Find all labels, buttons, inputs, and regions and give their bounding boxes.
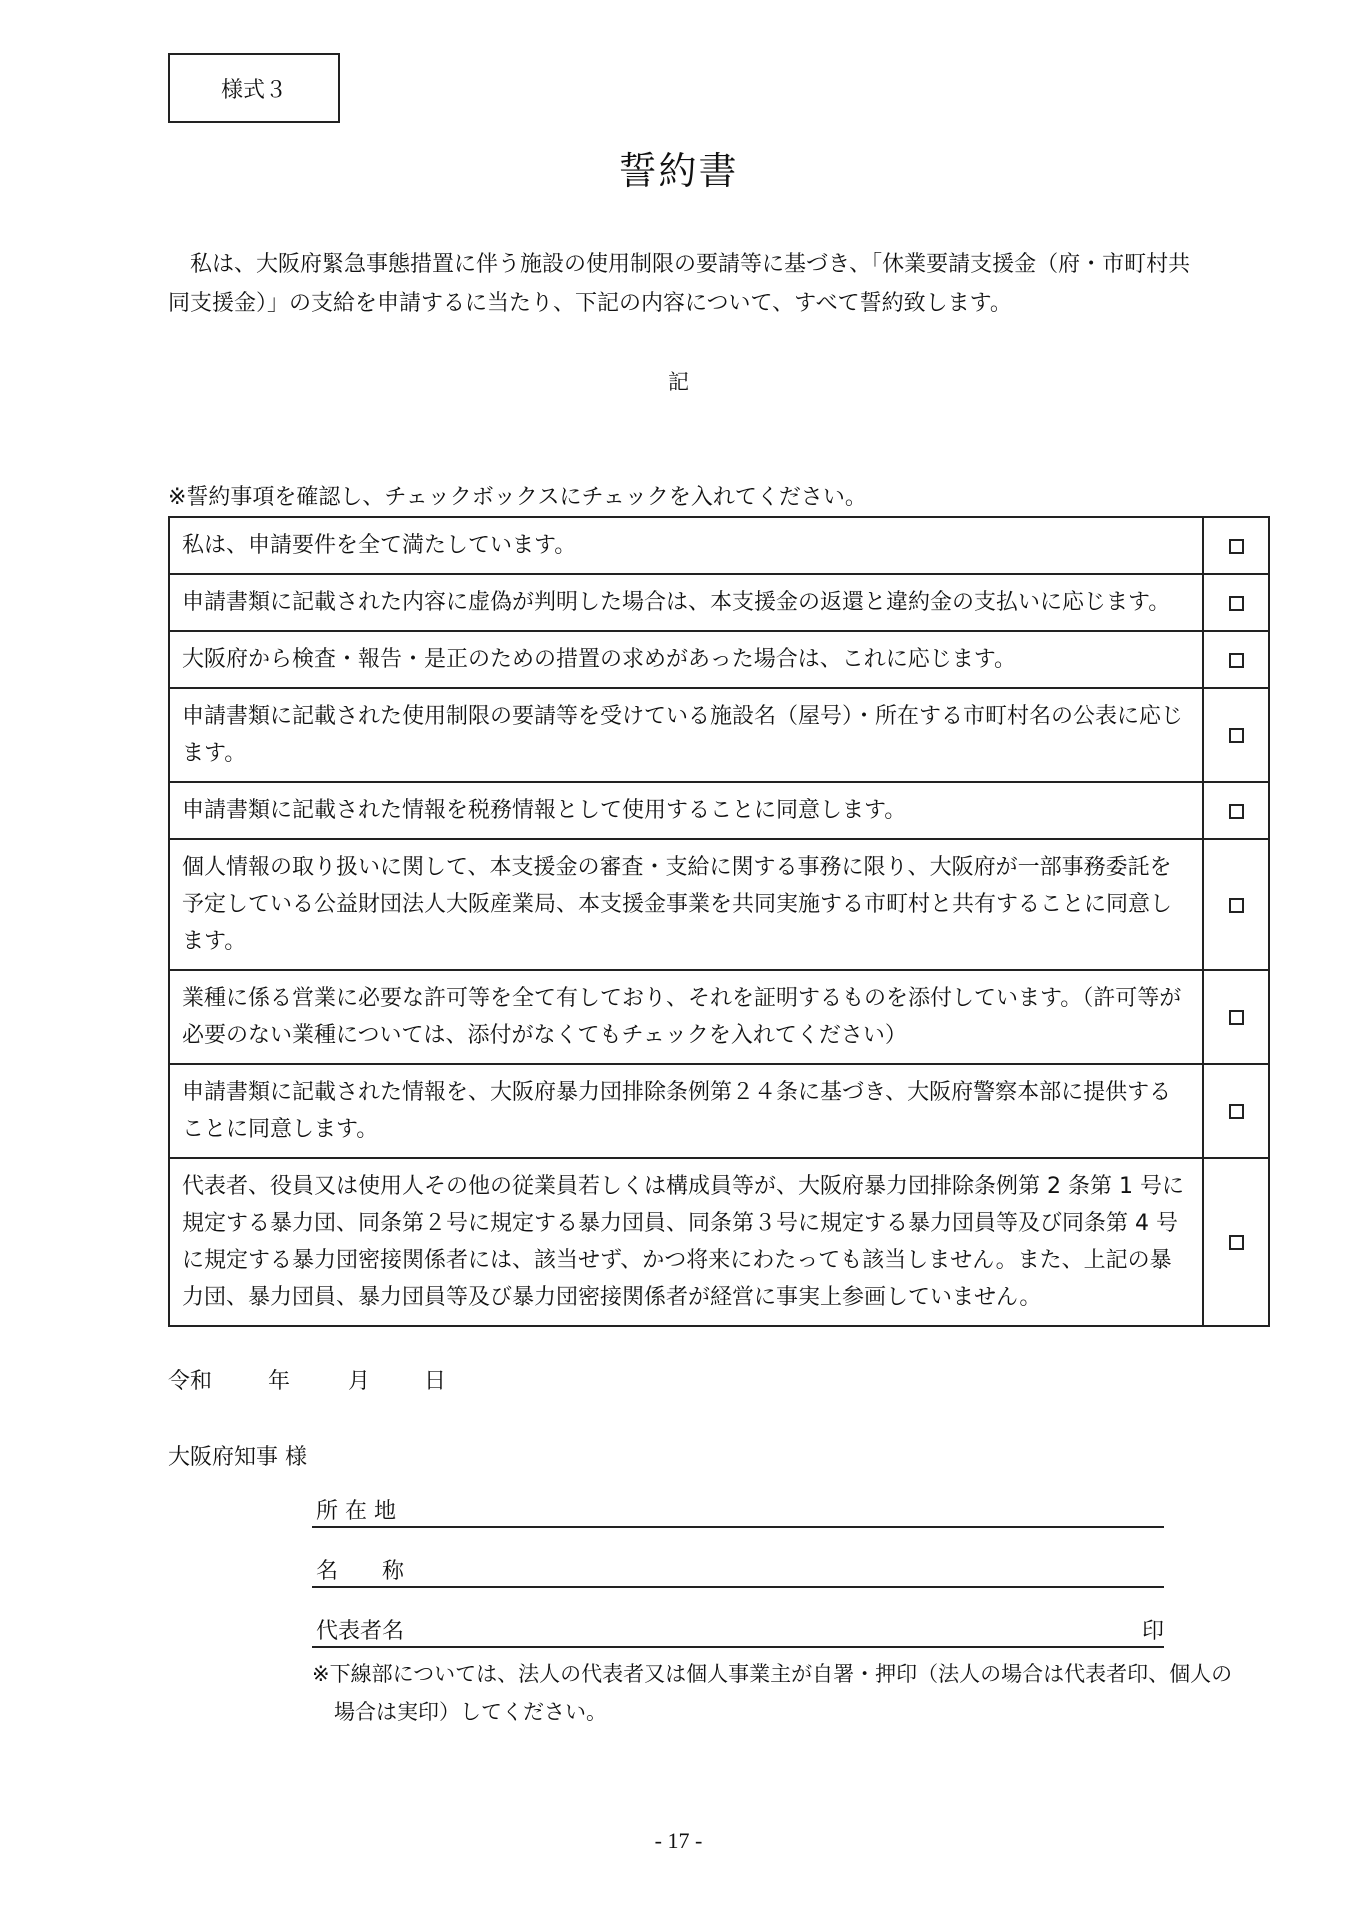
address-label: 所 在 地 (316, 1499, 396, 1524)
checkbox-instruction: ※誓約事項を確認し、チェックボックスにチェックを入れてください。 (168, 485, 867, 510)
signature-footnote: ※下線部については、法人の代表者又は個人事業主が自署・押印（法人の場合は代表者印、個人の場合は実印）してください。 (312, 1662, 1233, 1724)
pledge-checkbox-cell (1203, 1064, 1269, 1158)
pledge-checkbox-cell (1203, 574, 1269, 631)
pledge-row (169, 839, 1269, 970)
pledge-text: 申請書類に記載された情報を、大阪府暴力団排除条例第２４条に基づき、大阪府警察本部に提供することに同意します。 (169, 1064, 1203, 1158)
seal-mark: 印 (1141, 1619, 1164, 1644)
pledge-checkbox[interactable] (1229, 653, 1244, 668)
date-month: 月 (348, 1369, 371, 1394)
pledge-checkbox[interactable] (1229, 898, 1244, 913)
address-line (312, 1494, 1164, 1528)
page-number: - 17 - (654, 1828, 703, 1853)
pledge-text: 私は、申請要件を全て満たしています。 (169, 517, 1203, 574)
pledge-text: 代表者、役員又は使用人その他の従業員若しくは構成員等が、大阪府暴力団排除条例第 2 条第 1 号に規定する暴力団、同条第２号に規定する暴力団員、同条第３号に規定する暴力団員等及び同条第 4 号に規定する暴力団密接関係者には、該当せず、かつ将来にわたっても該当しません。また、上記の暴力団、暴力団員、暴力団員等及び暴力団密接関係者が経営に事実上参画していません。 (169, 1158, 1203, 1326)
date-line (168, 1364, 446, 1395)
name-line (312, 1554, 1164, 1588)
pledge-text: 申請書類に記載された情報を税務情報として使用することに同意します。 (169, 782, 1203, 839)
pledge-checkbox-cell (1203, 970, 1269, 1064)
pledge-row (169, 517, 1269, 574)
date-day: 日 (424, 1369, 447, 1394)
pledge-text: 申請書類に記載された使用制限の要請等を受けている施設名（屋号）・所在する市町村名の公表に応じます。 (169, 688, 1203, 782)
document-title: 誓約書 (618, 149, 739, 193)
pledge-text: 業種に係る営業に必要な許可等を全て有しており、それを証明するものを添付しています。（許可等が必要のない業種については、添付がなくてもチェックを入れてください） (169, 970, 1203, 1064)
addressee: 大阪府知事 様 (168, 1445, 307, 1470)
pledge-row (169, 688, 1269, 782)
pledge-row (169, 782, 1269, 839)
pledge-checkbox-cell (1203, 688, 1269, 782)
pledge-checkbox[interactable] (1229, 1104, 1244, 1119)
pledge-row (169, 1064, 1269, 1158)
representative-input[interactable] (442, 1614, 1124, 1646)
representative-line (312, 1614, 1164, 1648)
pledge-checkbox-cell (1203, 631, 1269, 688)
date-year: 年 (268, 1369, 291, 1394)
name-input[interactable] (442, 1554, 1124, 1586)
pledge-text: 大阪府から検査・報告・是正のための措置の求めがあった場合は、これに応じます。 (169, 631, 1203, 688)
pledge-row (169, 1158, 1269, 1326)
form-number-label: 様式３ (220, 77, 287, 103)
address-input[interactable] (442, 1494, 1124, 1526)
pledge-text: 個人情報の取り扱いに関して、本支援金の審査・支給に関する事務に限り、大阪府が一部事務委託を予定している公益財団法人大阪産業局、本支援金事業を共同実施する市町村と共有することに同意します。 (169, 839, 1203, 970)
pledge-row (169, 574, 1269, 631)
pledge-table (168, 516, 1270, 1327)
pledge-row (169, 970, 1269, 1064)
pledge-checkbox[interactable] (1229, 1010, 1244, 1025)
representative-label: 代表者名 (316, 1619, 405, 1644)
ki-heading: 記 (668, 370, 689, 394)
pledge-checkbox-cell (1203, 839, 1269, 970)
date-era: 令和 (168, 1369, 213, 1394)
pledge-checkbox[interactable] (1229, 539, 1244, 554)
form-number-box (168, 53, 340, 123)
pledge-checkbox[interactable] (1229, 596, 1244, 611)
pledge-checkbox-cell (1203, 782, 1269, 839)
name-label: 名 称 (316, 1559, 405, 1584)
pledge-checkbox[interactable] (1229, 1235, 1244, 1250)
pledge-checkbox[interactable] (1229, 804, 1244, 819)
pledge-text: 申請書類に記載された内容に虚偽が判明した場合は、本支援金の返還と違約金の支払いに応じます。 (169, 574, 1203, 631)
pledge-checkbox-cell (1203, 517, 1269, 574)
pledge-checkbox-cell (1203, 1158, 1269, 1326)
intro-paragraph: 私は、大阪府緊急事態措置に伴う施設の使用制限の要請等に基づき、「休業要請支援金（府・市町村共同支援金）」の支給を申請するに当たり、下記の内容について、すべて誓約致します。 (168, 252, 1191, 316)
pledge-row (169, 631, 1269, 688)
pledge-checkbox[interactable] (1229, 728, 1244, 743)
